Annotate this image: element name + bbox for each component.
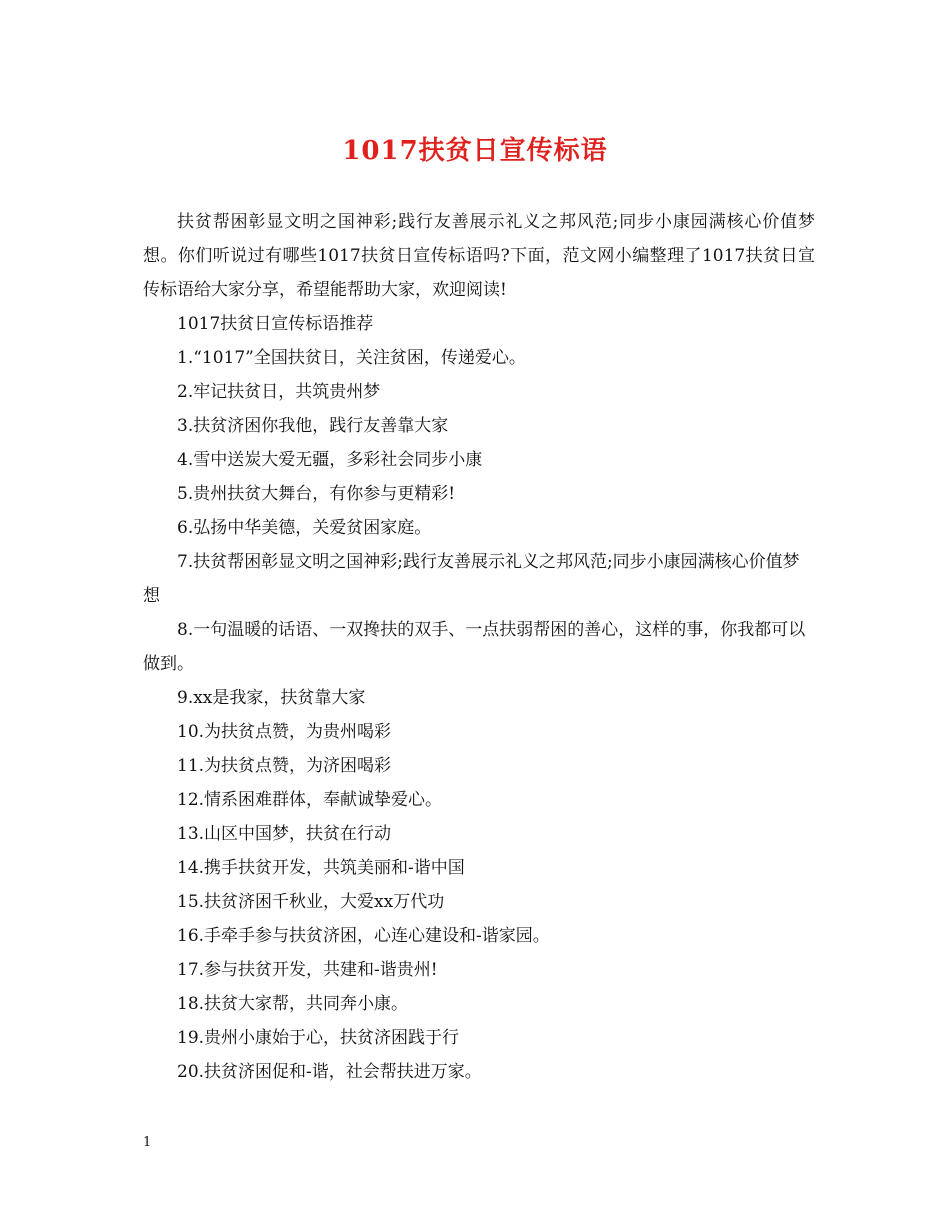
document-body [143,205,815,1089]
slogan-item: 10.为扶贫点赞，为贵州喝彩 [177,722,392,742]
slogan-item: 1.“1017”全国扶贫日，关注贫困，传递爱心。 [177,348,526,368]
slogan-item: 9.xx是我家，扶贫靠大家 [177,688,366,708]
slogan-item: 8.一句温暖的话语、一双搀扶的双手、一点扶弱帮困的善心，这样的事，你我都可以做到。 [143,620,806,674]
slogan-item: 13.山区中国梦，扶贫在行动 [177,824,392,844]
slogan-item: 14.携手扶贫开发，共筑美丽和-谐中国 [177,858,465,878]
slogan-item: 6.弘扬中华美德，关爱贫困家庭。 [177,518,432,538]
slogan-item: 18.扶贫大家帮，共同奔小康。 [177,994,409,1014]
slogan-list [143,341,815,1089]
page-number: 1 [143,1135,152,1150]
document-title: 1017扶贫日宣传标语 [342,136,608,166]
slogan-item: 5.贵州扶贫大舞台，有你参与更精彩! [177,484,456,504]
slogan-item: 3.扶贫济困你我他，践行友善靠大家 [177,416,449,436]
slogan-item: 2.牢记扶贫日，共筑贵州梦 [177,382,381,402]
slogan-item: 12.情系困难群体，奉献诚挚爱心。 [177,790,443,810]
slogan-item: 16.手牵手参与扶贫济困，心连心建设和-谐家园。 [177,926,550,946]
slogan-item: 11.为扶贫点赞，为济困喝彩 [177,756,392,776]
slogan-item: 19.贵州小康始于心，扶贫济困践于行 [177,1028,460,1048]
intro-paragraph: 扶贫帮困彰显文明之国神彩;践行友善展示礼义之邦风范;同步小康园满核心价值梦想。你们听说过有哪些1017扶贫日宣传标语吗?下面，范文网小编整理了1017扶贫日宣传标语给大家分享，希望能帮助大家，欢迎阅读! [143,212,815,300]
slogan-item: 20.扶贫济困促和-谐，社会帮扶进万家。 [177,1062,482,1082]
slogan-item: 15.扶贫济困千秋业，大爱xx万代功 [177,892,445,912]
slogan-item: 17.参与扶贫开发，共建和-谐贵州! [177,960,438,980]
section-heading: 1017扶贫日宣传标语推荐 [177,314,374,334]
slogan-item: 7.扶贫帮困彰显文明之国神彩;践行友善展示礼义之邦风范;同步小康园满核心价值梦想 [143,552,800,606]
slogan-item: 4.雪中送炭大爱无疆，多彩社会同步小康 [177,450,483,470]
